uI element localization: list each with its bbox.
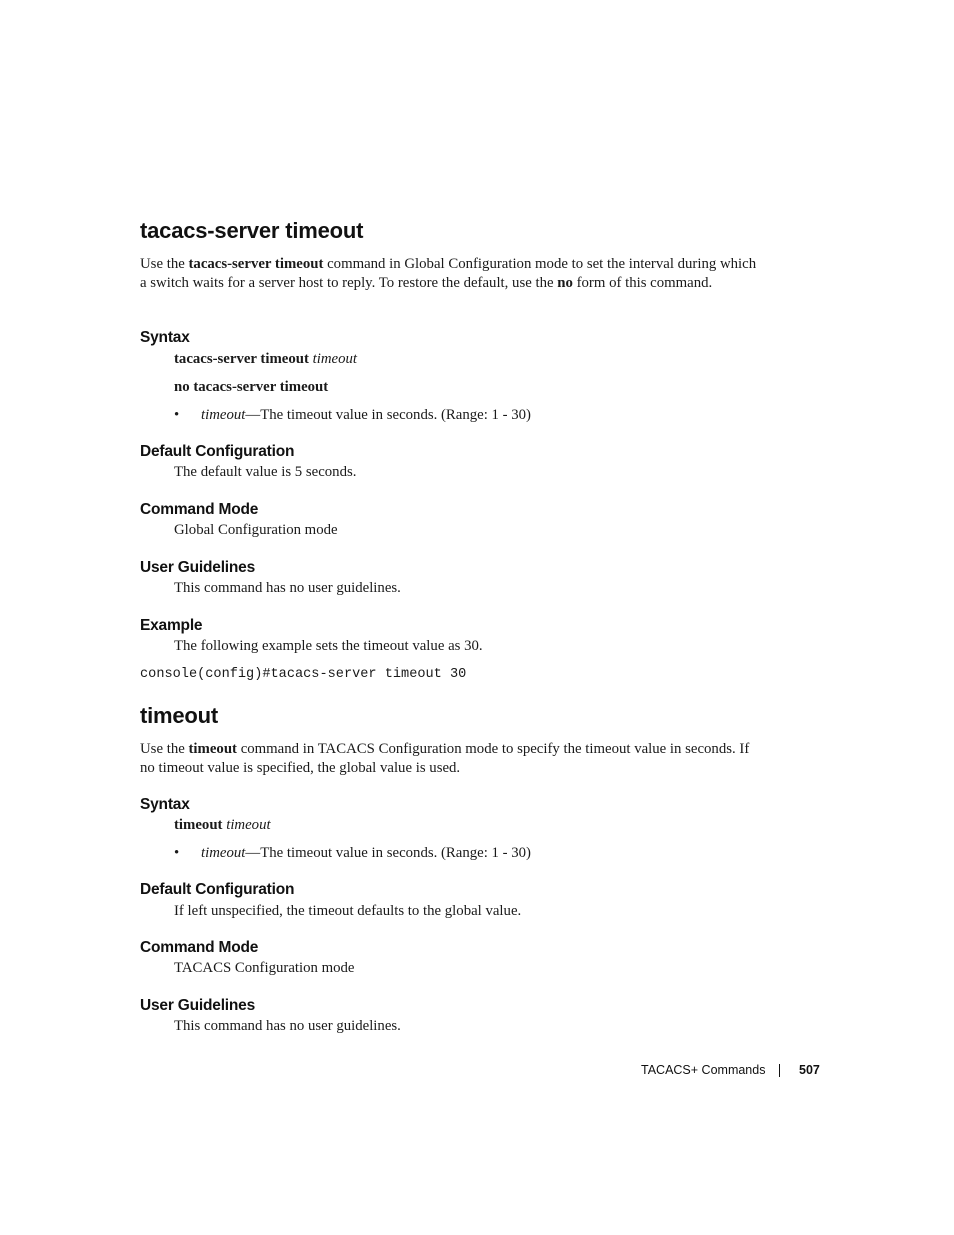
bullet-item	[174, 406, 531, 425]
syntax-heading: Syntax	[140, 796, 190, 813]
bullet-icon: •	[174, 845, 180, 861]
footer-chapter-title: TACACS+ Commands	[641, 1063, 766, 1077]
example-heading: Example	[140, 617, 203, 634]
syntax-no-form: no tacacs-server timeout	[174, 379, 329, 395]
bullet-item	[174, 844, 531, 863]
syntax-line	[174, 350, 357, 369]
user-guidelines-heading: User Guidelines	[140, 559, 256, 576]
section-title-tacacs-server-timeout: tacacs-server timeout	[140, 218, 364, 243]
default-configuration-text: If left unspecified, the timeout defaults to the global value.	[174, 903, 522, 919]
syntax-argument: timeout	[312, 351, 357, 367]
example-code: console(config)#tacacs-server timeout 30	[140, 667, 467, 682]
intro-no-keyword: no	[557, 274, 573, 291]
section2-intro-paragraph: Use the timeout command in TACACS Configuration mode to specify the timeout value in seconds. If no timeout value is specified, the global value is used.	[140, 741, 750, 776]
bullet-term: timeout	[201, 407, 246, 423]
default-configuration-heading: Default Configuration	[140, 443, 295, 460]
intro-command: timeout	[188, 741, 237, 757]
command-mode-heading: Command Mode	[140, 939, 259, 956]
bullet-icon: •	[174, 407, 180, 423]
user-guidelines-heading: User Guidelines	[140, 997, 256, 1014]
syntax-command: tacacs-server timeout	[174, 351, 309, 367]
command-mode-text: TACACS Configuration mode	[174, 960, 355, 976]
intro-text-2: command in Global Configuration mode to set the interval during which a switch waits for a server host to reply. To restore the default, use the	[140, 256, 757, 291]
syntax-line	[174, 816, 271, 835]
user-guidelines-text: This command has no user guidelines.	[174, 1018, 401, 1034]
default-configuration-heading: Default Configuration	[140, 881, 295, 898]
bullet-description: —The timeout value in seconds. (Range: 1 - 30)	[245, 407, 531, 423]
syntax-argument: timeout	[226, 817, 271, 833]
default-configuration-text: The default value is 5 seconds.	[174, 464, 357, 480]
section1-intro-paragraph	[140, 255, 760, 292]
bullet-term: timeout	[201, 845, 246, 861]
intro-command: tacacs-server timeout	[188, 256, 324, 272]
syntax-heading: Syntax	[140, 329, 190, 346]
bullet-description: —The timeout value in seconds. (Range: 1 - 30)	[245, 845, 531, 861]
intro-text-3: form of this command.	[572, 274, 713, 291]
command-mode-heading: Command Mode	[140, 501, 259, 518]
section-title-timeout: timeout	[140, 703, 219, 728]
syntax-command: timeout	[174, 817, 223, 833]
example-text: The following example sets the timeout value as 30.	[174, 638, 483, 654]
intro-text-1: Use the	[140, 256, 189, 272]
footer-divider	[779, 1064, 780, 1077]
command-mode-text: Global Configuration mode	[174, 522, 338, 538]
user-guidelines-text: This command has no user guidelines.	[174, 580, 401, 596]
footer-page-number: 507	[799, 1063, 820, 1077]
